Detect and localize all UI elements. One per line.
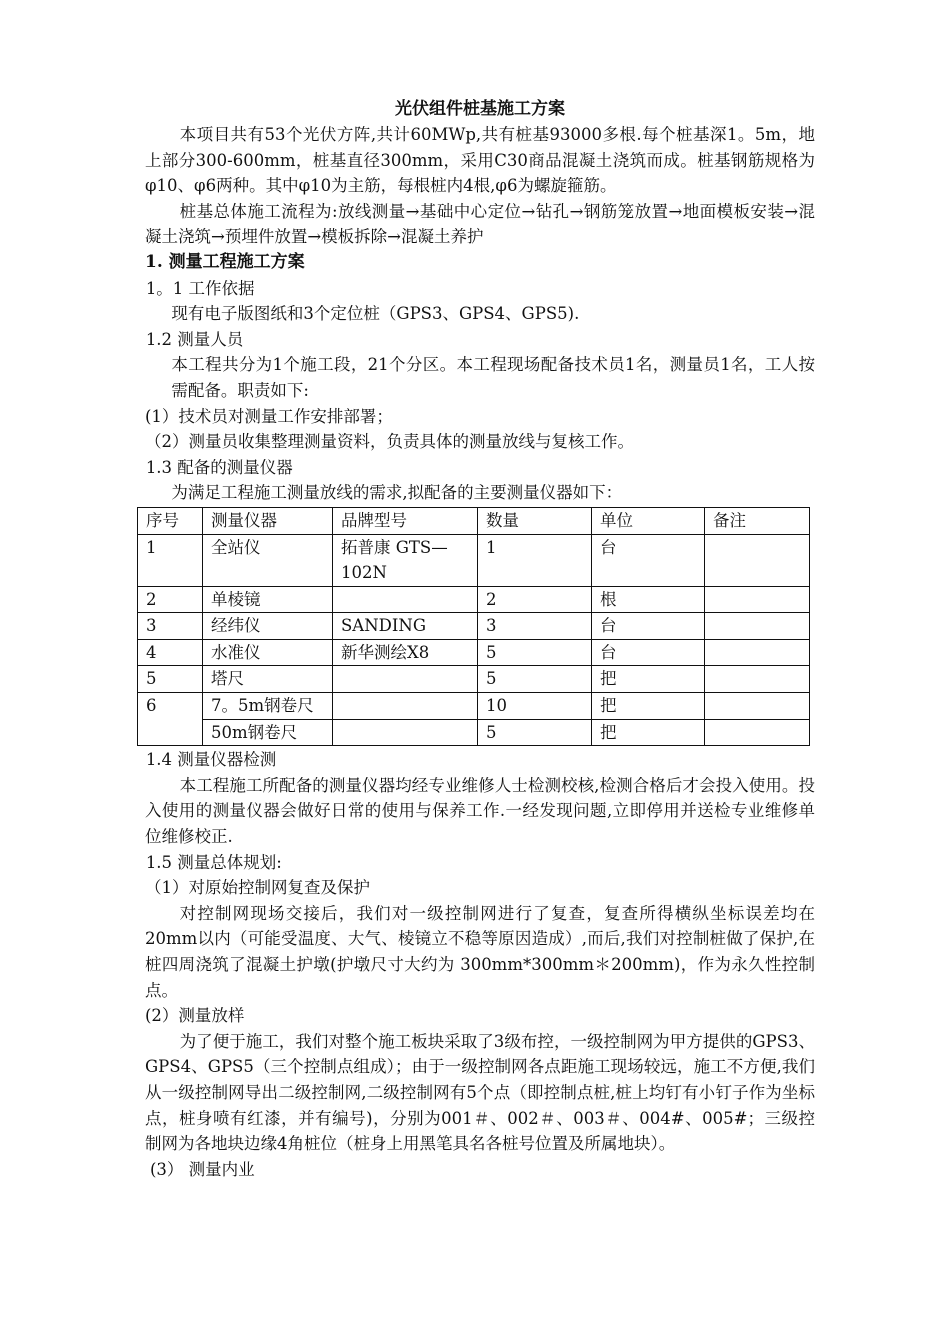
table-cell: 4 xyxy=(138,639,203,666)
table-cell xyxy=(333,719,478,746)
table-row xyxy=(138,639,810,666)
section-1-heading: 1. 测量工程施工方案 xyxy=(145,251,305,272)
table-row xyxy=(138,613,810,640)
document-title: 光伏组件桩基施工方案 xyxy=(395,99,565,119)
table-cell: 50m钢卷尺 xyxy=(203,719,333,746)
table-cell xyxy=(705,693,810,720)
instrument-table xyxy=(137,507,810,746)
header-cell: 备注 xyxy=(705,507,810,534)
table-cell xyxy=(333,586,478,613)
table-cell xyxy=(705,719,810,746)
table-cell: 5 xyxy=(478,639,592,666)
header-cell: 单位 xyxy=(592,507,705,534)
table-cell: 根 xyxy=(592,586,705,613)
subsection-3-heading: (3） 测量内业 xyxy=(149,1159,255,1179)
table-cell: 经纬仪 xyxy=(203,613,333,640)
table-cell xyxy=(705,639,810,666)
table-cell: 2 xyxy=(478,586,592,613)
intro-paragraph: 本项目共有53个光伏方阵,共计60MWp,共有桩基93000多根.每个桩基深1。5m，地上部分300-600mm，桩基直径300mm，采用C30商品混凝土浇筑而成。桩基钢筋规格为φ10、φ6两种。其中φ10为主筋，每根桩内4根,φ6为螺旋箍筋。 xyxy=(145,125,815,196)
table-cell: 2 xyxy=(138,586,203,613)
table-cell: 塔尺 xyxy=(203,666,333,693)
section-1-5-heading: 1.5 测量总体规划: xyxy=(145,852,282,872)
table-cell: 水准仪 xyxy=(203,639,333,666)
table-cell: 台 xyxy=(592,534,705,586)
subsection-1-text: 对控制网现场交接后，我们对一级控制网进行了复查，复查所得横纵坐标误差均在20mm以内（可能受温度、大气、棱镜立不稳等原因造成）,而后,我们对控制桩做了保护,在桩四周浇筑了混凝土护墩(护墩尺寸大约为 300mm*300mm＊200mm)，作为永久性控制点。 xyxy=(145,903,815,1000)
subsection-2-text: 为了便于施工，我们对整个施工板块采取了3级布控，一级控制网为甲方提供的GPS3、GPS4、GPS5（三个控制点组成）；由于一级控制网各点距施工现场较远，施工不方便,我们从一级控制网导出二级控制网,二级控制网有5个点（即控制点桩,桩上均钉有小钉子作为坐标点，桩身喷有红漆，并有编号)，分别为001＃、002＃、003＃、004#、005#；三级控制网为各地块边缘4角桩位（桩身上用黑笔具名各桩号位置及所属地块）。 xyxy=(145,1031,815,1154)
table-row xyxy=(138,534,810,586)
section-1-2-heading: 1.2 测量人员 xyxy=(145,329,244,349)
table-cell: 3 xyxy=(138,613,203,640)
header-cell: 测量仪器 xyxy=(203,507,333,534)
table-cell: SANDING xyxy=(333,613,478,640)
table-cell: 7。5m钢卷尺 xyxy=(203,693,333,720)
table-header-row xyxy=(138,507,810,534)
table-cell: 把 xyxy=(592,693,705,720)
section-1-4-heading: 1.4 测量仪器检测 xyxy=(145,750,277,770)
table-cell: 6 xyxy=(138,693,203,746)
table-cell xyxy=(705,586,810,613)
duty-item-2: （2）测量员收集整理测量资料，负责具体的测量放线与复核工作。 xyxy=(145,432,634,452)
table-cell: 3 xyxy=(478,613,592,640)
table-cell: 5 xyxy=(478,666,592,693)
section-1-1-heading: 1。1 工作依据 xyxy=(145,278,255,298)
table-cell: 台 xyxy=(592,639,705,666)
section-1-1-text: 现有电子版图纸和3个定位桩（GPS3、GPS4、GPS5). xyxy=(171,304,580,324)
header-cell: 品牌型号 xyxy=(333,507,478,534)
table-cell: 全站仪 xyxy=(203,534,333,586)
table-cell: 新华测绘X8 xyxy=(333,639,478,666)
section-1-3-text: 为满足工程施工测量放线的需求,拟配备的主要测量仪器如下： xyxy=(171,483,623,503)
table-cell xyxy=(333,666,478,693)
table-row xyxy=(138,666,810,693)
table-row xyxy=(138,693,810,720)
table-cell: 10 xyxy=(478,693,592,720)
table-cell xyxy=(333,693,478,720)
subsection-1-heading: （1）对原始控制网复查及保护 xyxy=(145,878,370,898)
document-page xyxy=(145,96,815,1182)
table-cell: 台 xyxy=(592,613,705,640)
table-cell: 把 xyxy=(592,719,705,746)
table-cell: 5 xyxy=(138,666,203,693)
table-cell xyxy=(705,534,810,586)
table-cell xyxy=(705,666,810,693)
table-cell: 单棱镜 xyxy=(203,586,333,613)
table-cell: 拓普康 GTS—102N xyxy=(333,534,478,586)
table-row xyxy=(138,719,810,746)
subsection-2-heading: (2）测量放样 xyxy=(145,1006,245,1026)
section-1-4-text: 本工程施工所配备的测量仪器均经专业维修人士检测校核,检测合格后才会投入使用。投入使用的测量仪器会做好日常的使用与保养工作.一经发现问题,立即停用并送检专业维修单位维修校正. xyxy=(145,775,815,847)
section-1-3-heading: 1.3 配备的测量仪器 xyxy=(145,457,293,477)
header-cell: 序号 xyxy=(138,507,203,534)
table-cell: 把 xyxy=(592,666,705,693)
table-cell: 1 xyxy=(138,534,203,586)
table-cell: 5 xyxy=(478,719,592,746)
section-1-2-text: 本工程共分为1个施工段，21个分区。本工程现场配备技术员1名，测量员1名，工人按需配备。职责如下: xyxy=(171,355,815,400)
table-cell xyxy=(705,613,810,640)
table-cell: 1 xyxy=(478,534,592,586)
duty-item-1: (1）技术员对测量工作安排部署； xyxy=(145,406,393,426)
table-row xyxy=(138,586,810,613)
header-cell: 数量 xyxy=(478,507,592,534)
process-flow-paragraph: 桩基总体施工流程为:放线测量→基础中心定位→钻孔→钢筋笼放置→地面模板安装→混凝土浇筑→预埋件放置→模板拆除→混凝土养护 xyxy=(145,201,815,247)
